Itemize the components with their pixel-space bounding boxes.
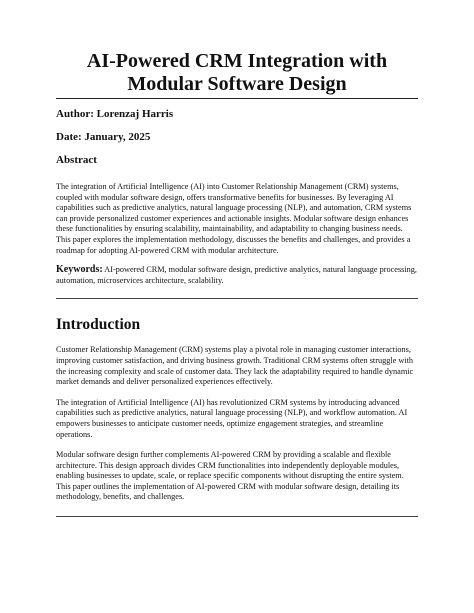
title-divider	[56, 98, 418, 99]
keywords-line	[56, 265, 418, 286]
abstract-heading: Abstract	[56, 154, 97, 166]
date-line: Date: January, 2025	[56, 131, 151, 143]
paper-title: AI-Powered CRM Integration with Modular Software Design	[86, 50, 388, 95]
intro-paragraph-2: The integration of Artificial Intelligence (AI) has revolutionized CRM systems by introducing advanced capabilities such as predictive analytics, natural language processing (NLP), and workflow automation. AI empowers businesses to anticipate customer needs, optimize engagement strategies, and streamline operations.	[56, 397, 408, 439]
footer-divider	[56, 516, 418, 517]
section-divider	[56, 298, 418, 299]
keywords-text: AI-powered CRM, modular software design, predictive analytics, natural language processing, automation, microservices architecture, scalability.	[56, 265, 417, 285]
introduction-heading: Introduction	[56, 316, 141, 334]
keywords-label: Keywords:	[56, 264, 103, 276]
author-line: Author: Lorenzaj Harris	[56, 108, 174, 120]
abstract-text: The integration of Artificial Intelligence (AI) into Customer Relationship Management (CRM) systems, coupled with modular software design, offers transformative benefits for businesses. By leveraging AI capabilities such as predictive analytics, natural language processing (NLP), and automation, CRM systems can provide personalized customer experiences and actionable insights. Modular software design enhances these functionalities by ensuring scalability, maintainability, and adaptability to changing business needs. This paper explores the implementation methodology, discusses the benefits and challenges, and provides a roadmap for adopting AI-powered CRM with modular architecture.	[56, 182, 412, 255]
intro-paragraph-1: Customer Relationship Management (CRM) systems play a pivotal role in managing customer interactions, improving customer satisfaction, and driving business growth. Traditional CRM systems often struggle with the increasing complexity and scale of customer data. They lack the adaptability required to handle dynamic market demands and deliver personalized experiences effectively.	[56, 345, 414, 387]
intro-paragraph-3: Modular software design further complements AI-powered CRM by providing a scalable and flexible architecture. This design approach divides CRM functionalities into independently deployable modules, enabling businesses to update, scale, or replace specific components without disrupting the entire system. This paper outlines the implementation of AI-powered CRM with modular software design, detailing its methodology, benefits, and challenges.	[56, 450, 404, 502]
